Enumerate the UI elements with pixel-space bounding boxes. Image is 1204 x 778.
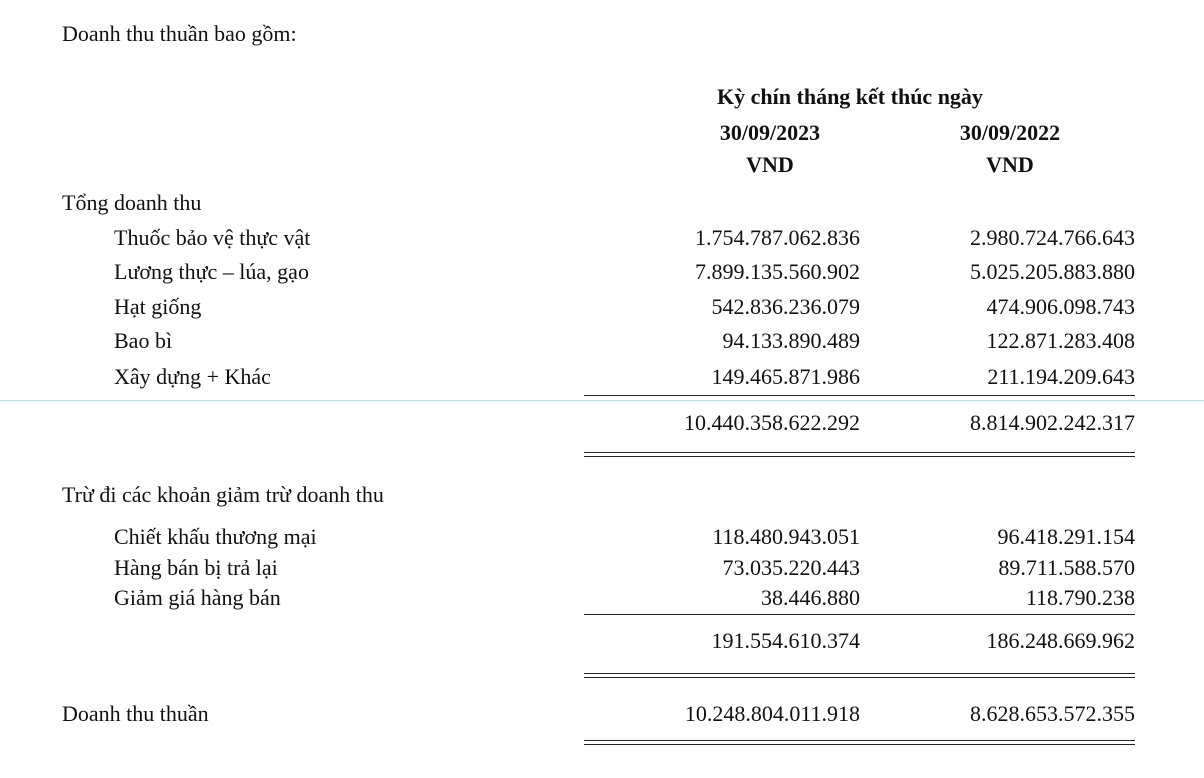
- row-value-2022: 89.711.588.570: [998, 555, 1135, 580]
- row-label: Chiết khấu thương mại: [114, 524, 317, 549]
- total-double-rule: [584, 673, 1135, 678]
- deductions-total-2022: 186.248.669.962: [986, 628, 1135, 653]
- row-value-2023: 542.836.236.079: [711, 294, 860, 319]
- total-double-rule: [584, 740, 1135, 745]
- net-revenue-label: Doanh thu thuần: [62, 701, 209, 726]
- row-value-2022: 2.980.724.766.643: [970, 225, 1135, 250]
- gross-section-title: Tổng doanh thu: [62, 190, 202, 215]
- col2-date: 30/09/2022: [959, 120, 1061, 145]
- net-revenue-2023: 10.248.804.011.918: [684, 701, 860, 726]
- intro-text: Doanh thu thuần bao gồm:: [62, 21, 297, 46]
- row-value-2023: 149.465.871.986: [711, 364, 860, 389]
- row-label: Hạt giống: [114, 294, 202, 319]
- row-label: Lương thực – lúa, gạo: [114, 259, 309, 284]
- deductions-total-2023: 191.554.610.374: [711, 628, 860, 653]
- row-label: Giảm giá hàng bán: [114, 585, 281, 610]
- row-value-2022: 118.790.238: [1025, 585, 1135, 610]
- row-label: Thuốc bảo vệ thực vật: [114, 225, 311, 250]
- row-value-2023: 73.035.220.443: [722, 555, 860, 580]
- row-value-2023: 1.754.787.062.836: [695, 225, 860, 250]
- row-value-2023: 38.446.880: [761, 585, 860, 610]
- scan-line: [0, 400, 1204, 401]
- row-value-2022: 211.194.209.643: [987, 364, 1135, 389]
- net-revenue-2022: 8.628.653.572.355: [970, 701, 1135, 726]
- row-value-2022: 474.906.098.743: [986, 294, 1135, 319]
- col1-date: 30/09/2023: [719, 120, 821, 145]
- col2-unit: VND: [986, 152, 1034, 177]
- row-value-2023: 94.133.890.489: [722, 328, 860, 353]
- gross-total-2022: 8.814.902.242.317: [970, 410, 1135, 435]
- subtotal-rule: [584, 395, 1135, 396]
- row-value-2022: 96.418.291.154: [997, 524, 1135, 549]
- row-value-2022: 122.871.283.408: [986, 328, 1135, 353]
- subtotal-rule: [584, 614, 1135, 615]
- row-value-2023: 7.899.135.560.902: [695, 259, 860, 284]
- row-value-2023: 118.480.943.051: [712, 524, 860, 549]
- total-double-rule: [584, 452, 1135, 457]
- period-heading: Kỳ chín tháng kết thúc ngày: [717, 84, 983, 109]
- gross-total-2023: 10.440.358.622.292: [684, 410, 860, 435]
- row-label: Xây dựng + Khác: [114, 364, 271, 389]
- deductions-section-title: Trừ đi các khoản giảm trừ doanh thu: [62, 482, 384, 507]
- row-value-2022: 5.025.205.883.880: [970, 259, 1135, 284]
- col1-unit: VND: [746, 152, 794, 177]
- row-label: Hàng bán bị trả lại: [114, 555, 278, 580]
- row-label: Bao bì: [114, 328, 173, 353]
